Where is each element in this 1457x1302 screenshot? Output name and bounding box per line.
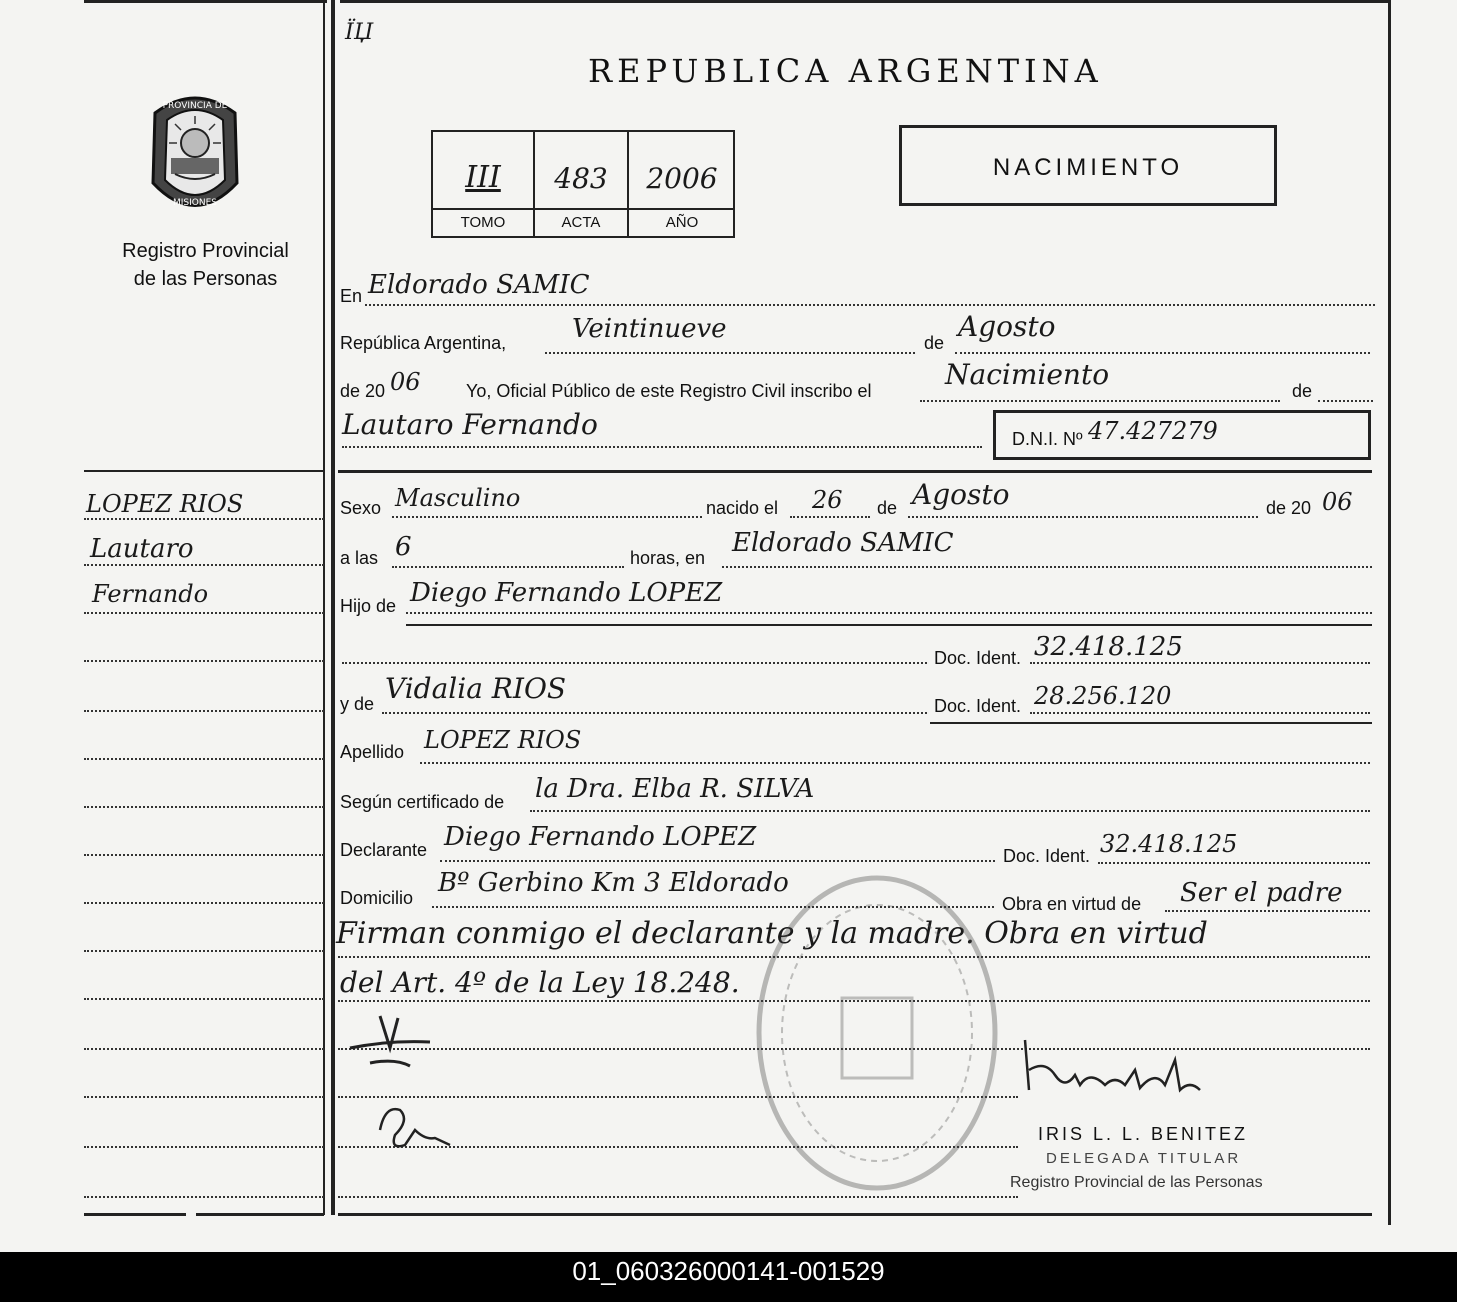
- dotted-line: [790, 516, 870, 518]
- acta-label: ACTA: [561, 214, 601, 231]
- top-rule-left: [84, 0, 327, 3]
- side-surname: LOPEZ RIOS: [86, 490, 244, 518]
- vertical-divider-right: [331, 0, 335, 1215]
- sex-value: Masculino: [395, 484, 521, 512]
- horas-label: horas, en: [630, 548, 706, 568]
- official-office: Registro Provincial de las Personas: [1010, 1174, 1263, 1191]
- en-label: En: [340, 286, 363, 306]
- birth-de-label: de: [877, 498, 898, 518]
- side-dotted-line: [84, 854, 324, 856]
- side-dotted-line: [84, 710, 324, 712]
- oficial-statement: Yo, Oficial Público de este Registro Civil inscribo el: [466, 381, 872, 401]
- corner-mark: ЇЏ: [345, 20, 373, 45]
- declarant-doc-number: 32.418.125: [1100, 830, 1238, 858]
- anio-value: 2006: [646, 162, 718, 195]
- de-label: de: [924, 333, 945, 353]
- birth-place: Eldorado SAMIC: [732, 528, 954, 558]
- row-rule: [406, 624, 1372, 626]
- annotation-line1: Firman conmigo el declarante y la madre. Obra en virtud: [336, 916, 1208, 951]
- mother-doc-label: Doc. Ident.: [934, 696, 1022, 716]
- dotted-line: [955, 352, 1370, 354]
- side-first-name: Lautaro: [90, 534, 194, 564]
- apellido-label: Apellido: [340, 742, 405, 762]
- anio-label: AÑO: [665, 214, 699, 231]
- obra-label: Obra en virtud de: [1002, 894, 1142, 914]
- side-dotted-line: [84, 902, 324, 904]
- dotted-line: [908, 516, 1258, 518]
- de2-label: de: [1292, 381, 1313, 401]
- document-type: NACIMIENTO: [992, 154, 1184, 181]
- bottom-rule-right: [338, 1213, 1372, 1216]
- dotted-line: [440, 860, 995, 862]
- side-second-name: Fernando: [92, 580, 209, 608]
- surname-value: LOPEZ RIOS: [424, 726, 582, 754]
- dotted-line: [920, 400, 1280, 402]
- seal-bottom-text: MISIONES: [172, 198, 218, 208]
- side-dotted-line: [84, 950, 324, 952]
- side-dotted-line: [84, 1196, 324, 1198]
- dotted-line: [1030, 712, 1370, 714]
- side-dotted-line: [84, 612, 324, 614]
- official-signature: [1015, 1030, 1205, 1110]
- father-doc-number: 32.418.125: [1034, 632, 1183, 662]
- dotted-line: [382, 712, 927, 714]
- mother-name: Vidalia RIOS: [385, 672, 567, 705]
- alas-label: a las: [340, 548, 379, 568]
- registration-day: Veintinueve: [572, 314, 727, 344]
- side-dotted-line: [84, 758, 324, 760]
- acta-value: 483: [554, 162, 608, 195]
- republica-label: República Argentina,: [340, 333, 507, 353]
- sexo-label: Sexo: [340, 498, 382, 518]
- side-dotted-line: [84, 806, 324, 808]
- bottom-rule-left-b: [196, 1213, 324, 1216]
- dotted-line: [392, 516, 702, 518]
- vertical-divider-left: [323, 0, 325, 1215]
- mother-doc-number: 28.256.120: [1034, 682, 1172, 710]
- child-name: Lautaro Fernando: [342, 408, 598, 441]
- provincial-seal: [145, 88, 245, 223]
- birth-year-suffix: 06: [1322, 488, 1353, 516]
- birth-hour: 6: [395, 532, 412, 562]
- place-of-registration: Eldorado SAMIC: [368, 270, 590, 300]
- seal-top-text: PROVINCIA DE: [162, 101, 228, 111]
- dotted-line: [392, 566, 624, 568]
- mother-signature: [370, 1100, 460, 1160]
- tomo-value: III: [465, 160, 501, 195]
- hijo-label: Hijo de: [340, 596, 397, 616]
- document-type-box: [899, 125, 1277, 206]
- registration-month: Agosto: [958, 310, 1056, 343]
- dotted-line: [1030, 662, 1370, 664]
- birth-year-prefix: de 20: [1266, 498, 1312, 518]
- domicilio-label: Domicilio: [340, 888, 414, 908]
- nacido-label: nacido el: [706, 498, 779, 518]
- side-dotted-line: [84, 1048, 324, 1050]
- right-border: [1388, 0, 1391, 1225]
- registry-name-line2: de las Personas: [133, 268, 278, 290]
- dotted-line: [406, 612, 1372, 614]
- act-type: Nacimiento: [945, 358, 1110, 391]
- section-divider-left: [84, 470, 325, 472]
- dotted-line: [342, 446, 982, 448]
- birth-month: Agosto: [912, 478, 1010, 511]
- top-rule-right: [340, 0, 1390, 3]
- dni-box: [993, 410, 1371, 460]
- certificate-doctor: la Dra. Elba R. SILVA: [535, 774, 815, 804]
- side-dotted-line: [84, 660, 324, 662]
- declarant-name: Diego Fernando LOPEZ: [444, 822, 757, 852]
- declarante-label: Declarante: [340, 840, 428, 860]
- father-doc-label: Doc. Ident.: [934, 648, 1022, 668]
- dotted-line: [342, 662, 927, 664]
- side-dotted-line: [84, 564, 324, 566]
- bottom-rule-left-a: [84, 1213, 186, 1216]
- address-value: Bº Gerbino Km 3 Eldorado: [438, 868, 789, 898]
- dotted-line: [420, 762, 1370, 764]
- dotted-line: [1318, 400, 1373, 402]
- document-code: 01_060326000141-001529: [572, 1256, 885, 1286]
- official-name: IRIS L. L. BENITEZ: [1038, 1124, 1249, 1144]
- father-name: Diego Fernando LOPEZ: [410, 578, 723, 608]
- side-dotted-line: [84, 1146, 324, 1148]
- dni-number: 47.427279: [1088, 417, 1218, 445]
- official-title: DELEGADA TITULAR: [1046, 1150, 1242, 1167]
- dotted-line: [1098, 862, 1370, 864]
- row-rule: [930, 722, 1372, 724]
- book-reference-box: [431, 130, 735, 238]
- tomo-label: TOMO: [460, 214, 506, 231]
- registration-year-suffix: 06: [390, 368, 421, 396]
- declarant-signature: [340, 1008, 440, 1078]
- side-dotted-line: [84, 518, 324, 520]
- dni-label: D.N.I. Nº: [1012, 429, 1083, 449]
- dotted-line: [722, 566, 1372, 568]
- yde-label: y de: [340, 694, 375, 714]
- annotation-line2: del Art. 4º de la Ley 18.248.: [340, 966, 740, 999]
- certificado-label: Según certificado de: [340, 792, 505, 812]
- registry-name-line1: Registro Provincial: [122, 240, 289, 262]
- dotted-line: [545, 352, 915, 354]
- official-stamp: [752, 868, 1002, 1198]
- country-title: REPUBLICA ARGENTINA: [588, 52, 1103, 90]
- declarant-doc-label: Doc. Ident.: [1003, 846, 1091, 866]
- side-dotted-line: [84, 1096, 324, 1098]
- birth-day: 26: [812, 486, 843, 514]
- dotted-line: [530, 810, 1370, 812]
- section-divider-right: [338, 470, 1372, 473]
- dotted-line: [1165, 910, 1370, 912]
- dotted-line: [365, 304, 1375, 306]
- obra-value: Ser el padre: [1180, 878, 1343, 908]
- side-dotted-line: [84, 998, 324, 1000]
- year-prefix-label: de 20: [340, 381, 386, 401]
